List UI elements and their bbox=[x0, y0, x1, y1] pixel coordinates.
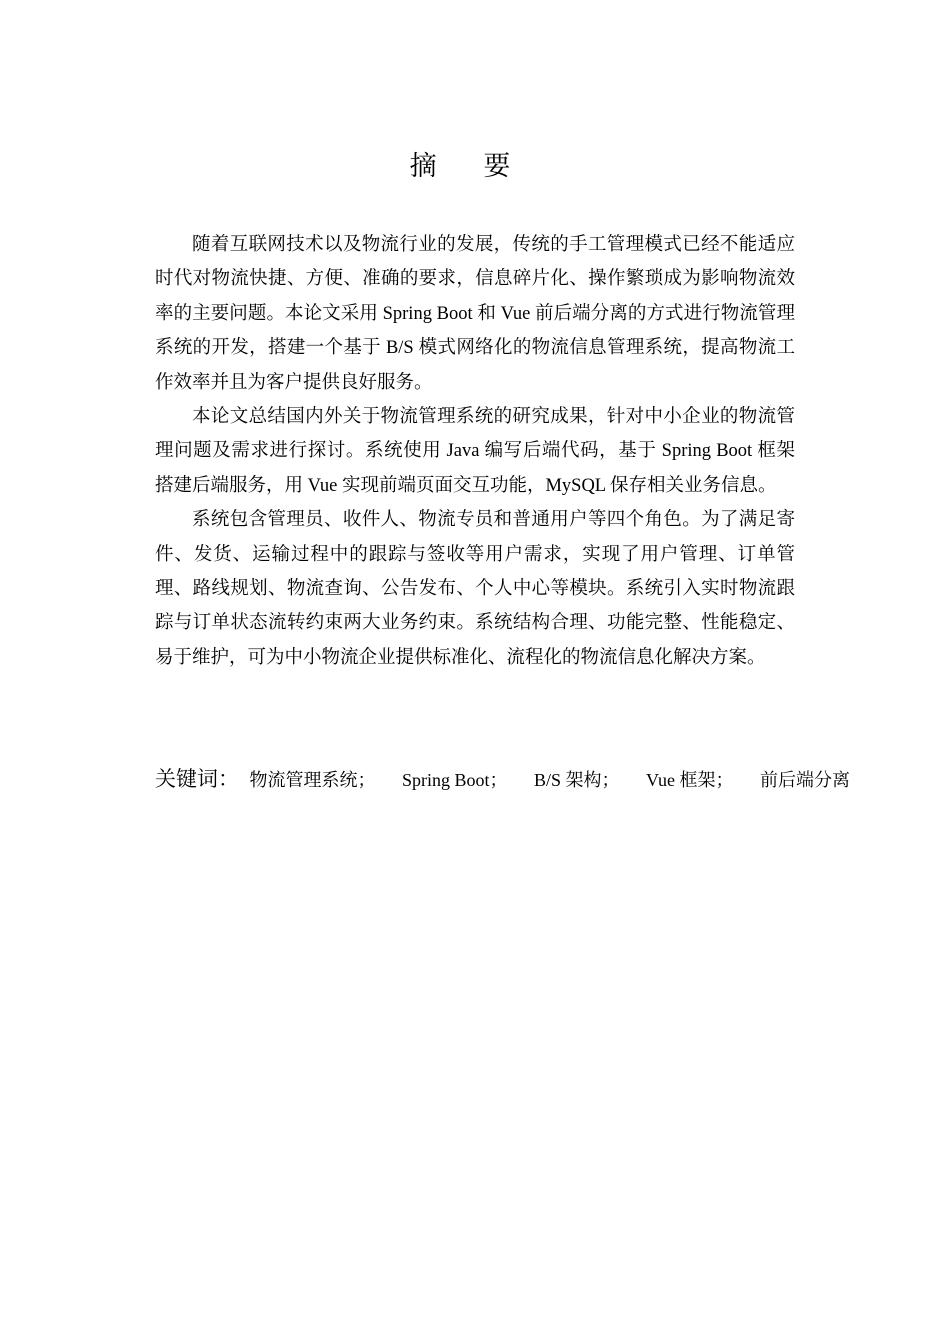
keyword-item: Spring Boot； bbox=[402, 770, 508, 790]
abstract-title: 摘 要 bbox=[409, 151, 531, 181]
abstract-paragraph-3: 系统包含管理员、收件人、物流专员和普通用户等四个角色。为了满足寄件、发货、运输过程中的跟踪与签收等用户需求，实现了用户管理、订单管理、路线规划、物流查询、公告发布、个人中心等模块。系统引入实时物流跟踪与订单状态流转约束两大业务约束。系统结构合理、功能完整、性能稳定、易于维护，可为中小物流企业提供标准化、流程化的物流信息化解决方案。 bbox=[155, 510, 795, 668]
keyword-item: 物流管理系统； bbox=[249, 770, 376, 790]
abstract-body bbox=[155, 228, 795, 675]
keyword-item: Vue 框架； bbox=[646, 770, 734, 790]
abstract-paragraph-1: 随着互联网技术以及物流行业的发展，传统的手工管理模式已经不能适应时代对物流快捷、方便、准确的要求，信息碎片化、操作繁琐成为影响物流效率的主要问题。本论文采用 Spring Boot 和 Vue 前后端分离的方式进行物流管理系统的开发，搭建一个基于 B/S 模式网络化的物流信息管理系统，提高物流工作效率并且为客户提供良好服务。 bbox=[155, 235, 795, 393]
abstract-paragraph-2: 本论文总结国内外关于物流管理系统的研究成果，针对中小企业的物流管理问题及需求进行探讨。系统使用 Java 编写后端代码，基于 Spring Boot 框架搭建后端服务，用 Vue 实现前端页面交互功能，MySQL 保存相关业务信息。 bbox=[155, 407, 795, 496]
keywords-line bbox=[155, 764, 875, 795]
keyword-item: B/S 架构； bbox=[534, 770, 620, 790]
keyword-item: 前后端分离 bbox=[759, 770, 850, 790]
keywords-label: 关键词： bbox=[155, 767, 239, 791]
